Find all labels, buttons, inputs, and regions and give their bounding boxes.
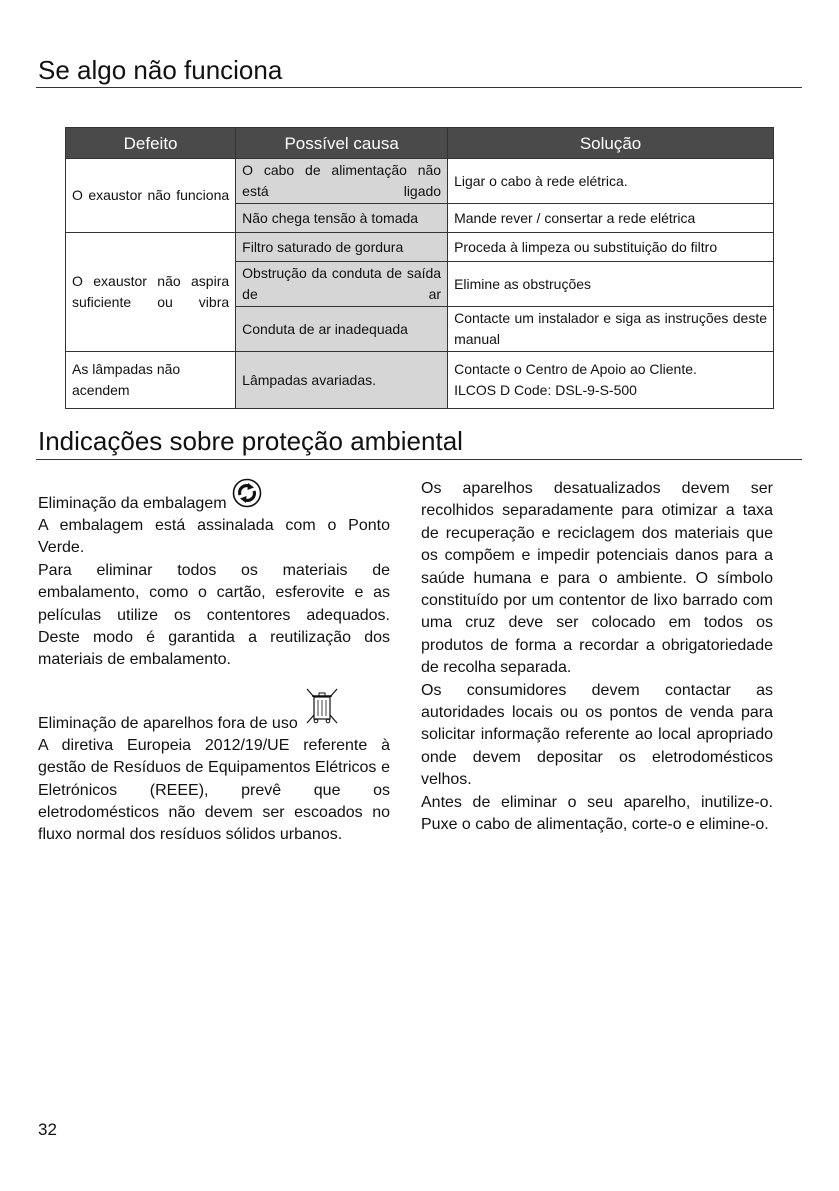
table-row — [66, 233, 774, 262]
right-column — [421, 478, 773, 837]
cause-cell: Conduta de ar inadequada — [236, 307, 448, 352]
packaging-heading — [38, 478, 390, 515]
cause-cell: O cabo de alimentação não está ligado — [236, 159, 448, 204]
right-paragraph: Os consumidores devem contactar as autoridades locais ou os pontos de venda para solicitar informação referente ao local apropriado onde devem depositar os eletrodomésticos velhos. — [421, 681, 773, 789]
table-header-row — [66, 128, 774, 159]
solution-cell: Contacte um instalador e siga as instruções deste manual — [448, 307, 774, 352]
appliances-heading-text: Eliminação de aparelhos fora de uso — [38, 714, 298, 732]
header-cause: Possível causa — [236, 128, 448, 159]
packaging-paragraph: A embalagem está assinalada com o Ponto Verde. — [38, 517, 390, 557]
appliances-paragraph: A diretiva Europeia 2012/19/UE referente à gestão de Resíduos de Equipamentos Elétricos e Eletrónicos (REEE), prevê que os eletrodomésticos não devem ser escoados no fluxo normal dos resíduos sólidos urbanos. — [38, 736, 390, 844]
solution-line: ILCOS D Code: DSL-9-S-500 — [454, 382, 637, 398]
title-rule — [36, 87, 802, 88]
defect-cell: O exaustor não aspira suficiente ou vibra — [66, 233, 236, 352]
cause-cell: Obstrução da conduta de saída de ar — [236, 262, 448, 307]
solution-cell: Ligar o cabo à rede elétrica. — [448, 159, 774, 204]
troubleshooting-table — [65, 127, 774, 409]
page-number: 32 — [38, 1120, 57, 1139]
right-paragraph: Antes de eliminar o seu aparelho, inutilize-o. Puxe o cabo de alimentação, corte-o e elimine-o. — [421, 793, 773, 834]
header-defect: Defeito — [66, 128, 236, 159]
solution-line: Contacte o Centro de Apoio ao Cliente. — [454, 361, 697, 377]
solution-cell: Mande rever / consertar a rede elétrica — [448, 204, 774, 233]
crossed-out-bin-icon — [302, 686, 342, 735]
header-solution: Solução — [448, 128, 774, 159]
packaging-heading-text: Eliminação da embalagem — [38, 495, 227, 512]
defect-cell: As lâmpadas não acendem — [66, 352, 236, 409]
table-row — [66, 352, 774, 409]
left-column — [38, 478, 390, 847]
cause-cell: Lâmpadas avariadas. — [236, 352, 448, 409]
solution-cell — [448, 352, 774, 409]
packaging-paragraph: Para eliminar todos os materiais de embalamento, como o cartão, esferovite e as películas utilize os contentores adequados. Deste modo é garantida a reutilização dos materiais de embalamento. — [38, 561, 390, 669]
table-row — [66, 159, 774, 204]
solution-cell: Proceda à limpeza ou substituição do filtro — [448, 233, 774, 262]
green-dot-icon — [231, 478, 263, 515]
title-rule — [36, 459, 802, 460]
section-title-environment: Indicações sobre proteção ambiental — [38, 426, 463, 456]
section-title-troubleshooting: Se algo não funciona — [38, 55, 283, 85]
right-paragraph: Os aparelhos desatualizados devem ser recolhidos separadamente para otimizar a taxa de recuperação e reciclagem dos materiais que os compõem e impedir potenciais danos para a saúde humana e para o ambiente. O símbolo constituído por um contentor de lixo barrado com uma cruz deve ser colocado em todos os produtos de forma a recordar a obrigatoriedade de recolha separada. — [421, 480, 773, 677]
appliances-heading — [38, 686, 390, 735]
cause-cell: Não chega tensão à tomada — [236, 204, 448, 233]
defect-cell: O exaustor não funciona — [66, 159, 236, 233]
solution-cell: Elimine as obstruções — [448, 262, 774, 307]
cause-cell: Filtro saturado de gordura — [236, 233, 448, 262]
